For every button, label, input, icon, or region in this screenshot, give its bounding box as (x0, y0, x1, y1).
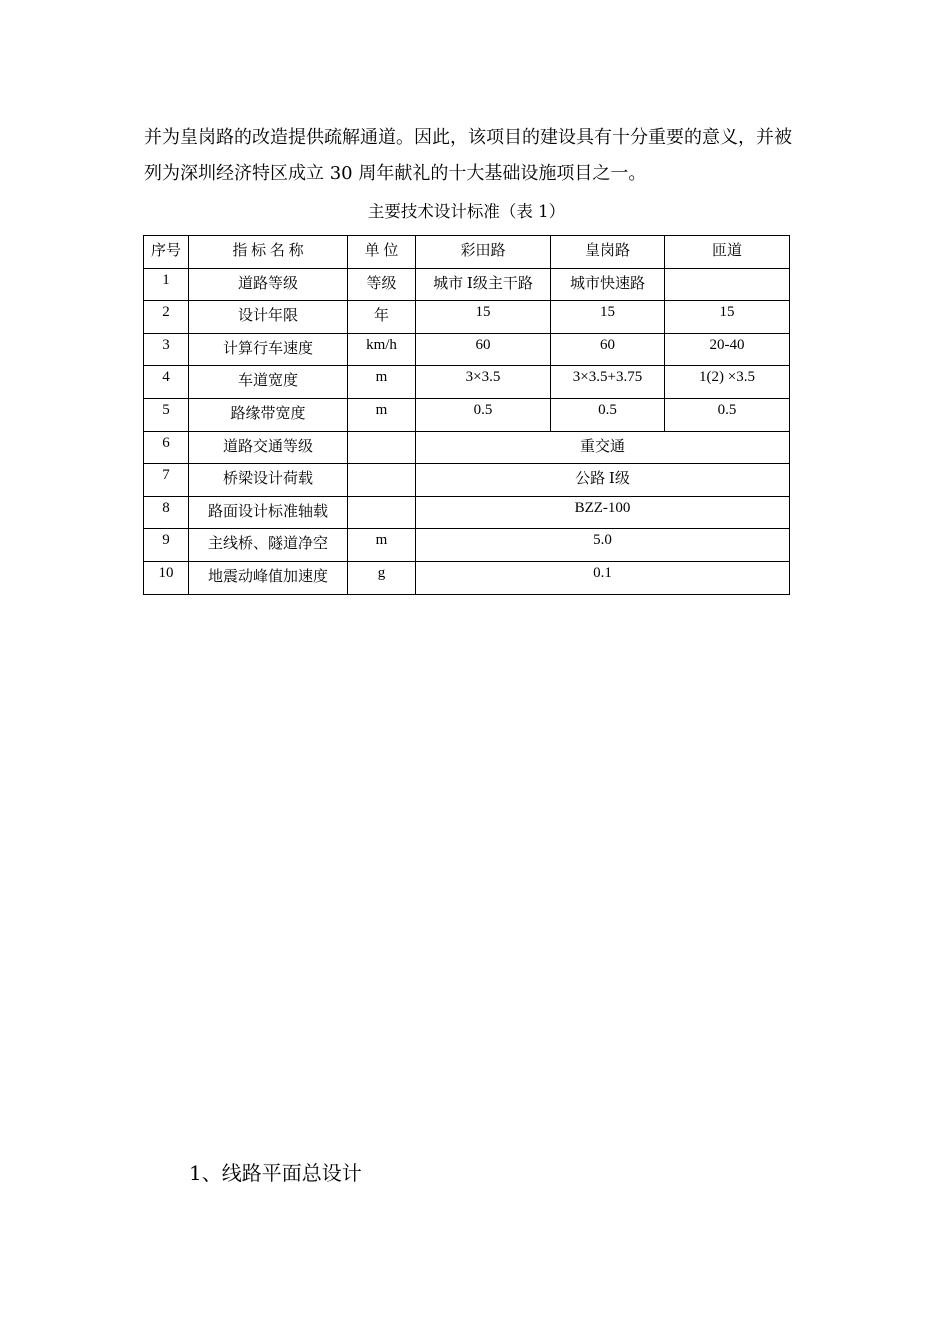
cell-caitian: 城市 Ⅰ级主干路 (416, 268, 551, 301)
table-row (144, 333, 790, 366)
cell-no: 9 (144, 529, 189, 562)
table-row (144, 366, 790, 399)
paragraph-line-2: 列为深圳经济特区成立 30 周年献礼的十大基础设施项目之一。 (144, 163, 647, 184)
cell-no: 2 (144, 301, 189, 334)
table-row (144, 561, 790, 594)
cell-name: 桥梁设计荷载 (189, 464, 348, 497)
cell-no: 4 (144, 366, 189, 399)
table-caption: 主要技术设计标准（表 1） (367, 202, 566, 221)
cell-no: 7 (144, 464, 189, 497)
cell-caitian: 60 (416, 333, 551, 366)
cell-unit: m (348, 366, 416, 399)
table-row (144, 431, 790, 464)
cell-caitian: 3×3.5 (416, 366, 551, 399)
paragraph-line-1: 并为皇岗路的改造提供疏解通道。因此，该项目的建设具有十分重要的意义，并被 (144, 127, 792, 148)
cell-name: 车道宽度 (189, 366, 348, 399)
table-row (144, 398, 790, 431)
cell-name: 道路等级 (189, 268, 348, 301)
cell-unit: 等级 (348, 268, 416, 301)
cell-unit (348, 496, 416, 529)
cell-unit: 年 (348, 301, 416, 334)
cell-name: 主线桥、隧道净空 (189, 529, 348, 562)
cell-caitian: 0.5 (416, 398, 551, 431)
cell-no: 3 (144, 333, 189, 366)
header-unit: 单 位 (348, 236, 416, 269)
table-row (144, 529, 790, 562)
header-name: 指 标 名 称 (189, 236, 348, 269)
cell-no: 10 (144, 561, 189, 594)
cell-unit (348, 464, 416, 497)
cell-huanggang: 60 (551, 333, 665, 366)
cell-name: 路面设计标准轴载 (189, 496, 348, 529)
cell-merged-value: 重交通 (416, 431, 790, 464)
cell-unit: g (348, 561, 416, 594)
cell-ramp: 1(2) ×3.5 (665, 366, 790, 399)
cell-ramp (665, 268, 790, 301)
cell-ramp: 20-40 (665, 333, 790, 366)
header-huanggang: 皇岗路 (551, 236, 665, 269)
cell-huanggang: 15 (551, 301, 665, 334)
cell-no: 6 (144, 431, 189, 464)
cell-name: 道路交通等级 (189, 431, 348, 464)
cell-merged-value: 公路 Ⅰ级 (416, 464, 790, 497)
cell-no: 1 (144, 268, 189, 301)
header-no: 序号 (144, 236, 189, 269)
cell-unit: m (348, 529, 416, 562)
cell-unit: km/h (348, 333, 416, 366)
cell-name: 计算行车速度 (189, 333, 348, 366)
table-row (144, 496, 790, 529)
cell-name: 路缘带宽度 (189, 398, 348, 431)
cell-name: 地震动峰值加速度 (189, 561, 348, 594)
table-row (144, 301, 790, 334)
header-caitian: 彩田路 (416, 236, 551, 269)
spec-table (143, 235, 790, 595)
cell-unit: m (348, 398, 416, 431)
cell-caitian: 15 (416, 301, 551, 334)
cell-name: 设计年限 (189, 301, 348, 334)
section-heading: 1、线路平面总设计 (189, 1161, 362, 1185)
table-row (144, 464, 790, 497)
cell-no: 8 (144, 496, 189, 529)
cell-huanggang: 城市快速路 (551, 268, 665, 301)
table-header-row (144, 236, 790, 269)
cell-unit (348, 431, 416, 464)
cell-ramp: 15 (665, 301, 790, 334)
header-ramp: 匝道 (665, 236, 790, 269)
cell-huanggang: 0.5 (551, 398, 665, 431)
cell-merged-value: 0.1 (416, 561, 790, 594)
table-row (144, 268, 790, 301)
cell-ramp: 0.5 (665, 398, 790, 431)
cell-merged-value: 5.0 (416, 529, 790, 562)
cell-huanggang: 3×3.5+3.75 (551, 366, 665, 399)
cell-no: 5 (144, 398, 189, 431)
cell-merged-value: BZZ-100 (416, 496, 790, 529)
